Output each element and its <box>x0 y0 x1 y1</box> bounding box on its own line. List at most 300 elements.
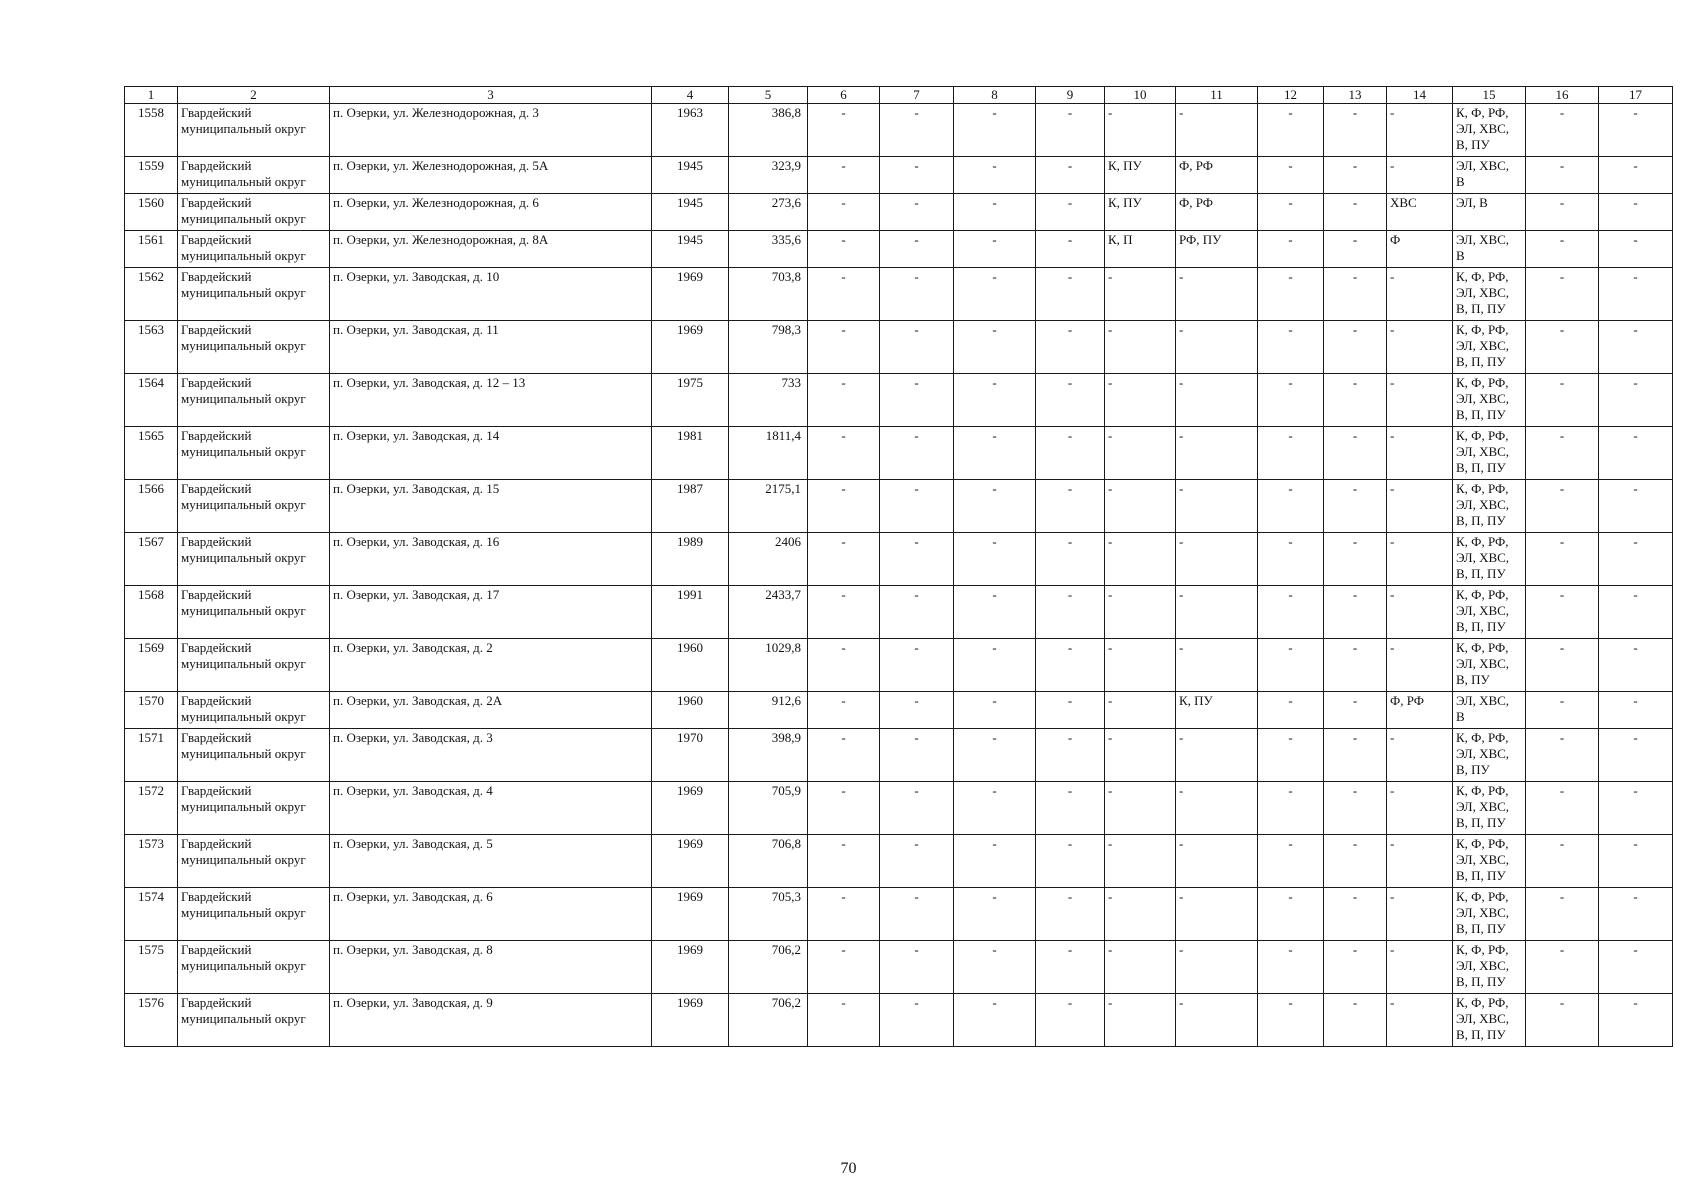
cell-district: Гвардейский муниципальный округ <box>178 374 330 427</box>
cell-col-9: - <box>1036 888 1105 941</box>
cell-col-12: - <box>1258 374 1324 427</box>
cell-record-number: 1574 <box>125 888 178 941</box>
cell-area: 2175,1 <box>729 480 808 533</box>
cell-col-6: - <box>808 157 880 194</box>
cell-col-11: Ф, РФ <box>1176 157 1258 194</box>
cell-col-6: - <box>808 374 880 427</box>
cell-col-8: - <box>954 231 1036 268</box>
cell-col-14: - <box>1387 374 1453 427</box>
cell-col-14: - <box>1387 941 1453 994</box>
cell-col-9: - <box>1036 268 1105 321</box>
cell-col-17: - <box>1599 994 1673 1047</box>
cell-col-16: - <box>1526 729 1599 782</box>
cell-area: 706,2 <box>729 941 808 994</box>
cell-col-8: - <box>954 374 1036 427</box>
cell-col-10: - <box>1105 321 1176 374</box>
cell-col-12: - <box>1258 427 1324 480</box>
cell-col-13: - <box>1324 729 1387 782</box>
cell-area: 323,9 <box>729 157 808 194</box>
cell-col-11: - <box>1176 782 1258 835</box>
cell-record-number: 1568 <box>125 586 178 639</box>
cell-col-10: - <box>1105 480 1176 533</box>
cell-col-6: - <box>808 782 880 835</box>
cell-record-number: 1560 <box>125 194 178 231</box>
cell-col-15: К, Ф, РФ, ЭЛ, ХВС, В, ПУ <box>1453 104 1526 157</box>
cell-col-6: - <box>808 994 880 1047</box>
cell-col-8: - <box>954 639 1036 692</box>
cell-build-year: 1960 <box>652 639 729 692</box>
cell-record-number: 1559 <box>125 157 178 194</box>
cell-district: Гвардейский муниципальный округ <box>178 586 330 639</box>
cell-address: п. Озерки, ул. Заводская, д. 15 <box>330 480 652 533</box>
cell-col-7: - <box>880 427 954 480</box>
cell-col-6: - <box>808 480 880 533</box>
cell-area: 1029,8 <box>729 639 808 692</box>
cell-col-13: - <box>1324 888 1387 941</box>
table-row <box>125 321 1673 374</box>
cell-col-14: - <box>1387 782 1453 835</box>
cell-address: п. Озерки, ул. Железнодорожная, д. 6 <box>330 194 652 231</box>
cell-col-6: - <box>808 268 880 321</box>
cell-address: п. Озерки, ул. Заводская, д. 17 <box>330 586 652 639</box>
cell-area: 705,9 <box>729 782 808 835</box>
cell-col-6: - <box>808 533 880 586</box>
cell-address: п. Озерки, ул. Железнодорожная, д. 3 <box>330 104 652 157</box>
cell-col-16: - <box>1526 692 1599 729</box>
cell-district: Гвардейский муниципальный округ <box>178 480 330 533</box>
cell-col-9: - <box>1036 480 1105 533</box>
cell-col-15: К, Ф, РФ, ЭЛ, ХВС, В, П, ПУ <box>1453 994 1526 1047</box>
cell-build-year: 1960 <box>652 692 729 729</box>
cell-col-16: - <box>1526 231 1599 268</box>
cell-col-12: - <box>1258 782 1324 835</box>
column-header: 16 <box>1526 87 1599 104</box>
cell-col-6: - <box>808 586 880 639</box>
cell-col-8: - <box>954 729 1036 782</box>
cell-record-number: 1563 <box>125 321 178 374</box>
cell-build-year: 1963 <box>652 104 729 157</box>
column-header: 10 <box>1105 87 1176 104</box>
table-row <box>125 194 1673 231</box>
cell-col-7: - <box>880 639 954 692</box>
cell-area: 335,6 <box>729 231 808 268</box>
cell-col-13: - <box>1324 639 1387 692</box>
cell-col-15: К, Ф, РФ, ЭЛ, ХВС, В, П, ПУ <box>1453 427 1526 480</box>
table-row <box>125 782 1673 835</box>
cell-district: Гвардейский муниципальный округ <box>178 104 330 157</box>
column-header: 1 <box>125 87 178 104</box>
table-row <box>125 941 1673 994</box>
cell-col-10: - <box>1105 994 1176 1047</box>
cell-col-16: - <box>1526 374 1599 427</box>
cell-col-13: - <box>1324 104 1387 157</box>
cell-col-6: - <box>808 321 880 374</box>
cell-address: п. Озерки, ул. Заводская, д. 3 <box>330 729 652 782</box>
cell-col-7: - <box>880 692 954 729</box>
cell-address: п. Озерки, ул. Заводская, д. 2А <box>330 692 652 729</box>
cell-col-17: - <box>1599 533 1673 586</box>
cell-build-year: 1969 <box>652 994 729 1047</box>
cell-col-13: - <box>1324 268 1387 321</box>
cell-col-8: - <box>954 835 1036 888</box>
cell-area: 2433,7 <box>729 586 808 639</box>
cell-col-8: - <box>954 268 1036 321</box>
cell-col-9: - <box>1036 782 1105 835</box>
column-header: 6 <box>808 87 880 104</box>
cell-col-12: - <box>1258 231 1324 268</box>
cell-record-number: 1564 <box>125 374 178 427</box>
cell-col-9: - <box>1036 374 1105 427</box>
cell-address: п. Озерки, ул. Заводская, д. 11 <box>330 321 652 374</box>
cell-col-12: - <box>1258 586 1324 639</box>
cell-col-8: - <box>954 194 1036 231</box>
cell-address: п. Озерки, ул. Заводская, д. 2 <box>330 639 652 692</box>
cell-col-6: - <box>808 231 880 268</box>
cell-address: п. Озерки, ул. Заводская, д. 6 <box>330 888 652 941</box>
cell-col-9: - <box>1036 639 1105 692</box>
cell-col-9: - <box>1036 104 1105 157</box>
cell-col-17: - <box>1599 268 1673 321</box>
cell-record-number: 1567 <box>125 533 178 586</box>
cell-col-14: - <box>1387 104 1453 157</box>
cell-col-8: - <box>954 782 1036 835</box>
cell-record-number: 1571 <box>125 729 178 782</box>
cell-col-17: - <box>1599 888 1673 941</box>
cell-col-9: - <box>1036 941 1105 994</box>
cell-col-15: ЭЛ, В <box>1453 194 1526 231</box>
cell-address: п. Озерки, ул. Заводская, д. 4 <box>330 782 652 835</box>
cell-col-12: - <box>1258 268 1324 321</box>
cell-col-13: - <box>1324 194 1387 231</box>
cell-area: 798,3 <box>729 321 808 374</box>
cell-build-year: 1969 <box>652 268 729 321</box>
housing-register-table <box>124 86 1673 1047</box>
cell-district: Гвардейский муниципальный округ <box>178 888 330 941</box>
cell-col-9: - <box>1036 835 1105 888</box>
cell-address: п. Озерки, ул. Заводская, д. 12 – 13 <box>330 374 652 427</box>
cell-col-11: К, ПУ <box>1176 692 1258 729</box>
cell-col-10: - <box>1105 835 1176 888</box>
cell-col-7: - <box>880 782 954 835</box>
cell-col-14: - <box>1387 994 1453 1047</box>
cell-col-8: - <box>954 941 1036 994</box>
cell-district: Гвардейский муниципальный округ <box>178 994 330 1047</box>
cell-col-10: - <box>1105 374 1176 427</box>
cell-col-15: ЭЛ, ХВС, В <box>1453 231 1526 268</box>
cell-col-17: - <box>1599 427 1673 480</box>
cell-col-16: - <box>1526 639 1599 692</box>
table-body <box>125 104 1673 1047</box>
cell-col-6: - <box>808 888 880 941</box>
cell-col-11: РФ, ПУ <box>1176 231 1258 268</box>
cell-district: Гвардейский муниципальный округ <box>178 729 330 782</box>
table-row <box>125 586 1673 639</box>
cell-col-14: - <box>1387 639 1453 692</box>
cell-col-9: - <box>1036 533 1105 586</box>
cell-col-11: - <box>1176 888 1258 941</box>
table-row <box>125 427 1673 480</box>
cell-col-9: - <box>1036 427 1105 480</box>
cell-col-10: - <box>1105 692 1176 729</box>
cell-district: Гвардейский муниципальный округ <box>178 427 330 480</box>
table-row <box>125 157 1673 194</box>
cell-col-12: - <box>1258 835 1324 888</box>
cell-record-number: 1576 <box>125 994 178 1047</box>
cell-col-16: - <box>1526 888 1599 941</box>
cell-build-year: 1969 <box>652 321 729 374</box>
cell-col-17: - <box>1599 692 1673 729</box>
table-row <box>125 835 1673 888</box>
cell-col-12: - <box>1258 639 1324 692</box>
cell-build-year: 1969 <box>652 835 729 888</box>
cell-address: п. Озерки, ул. Заводская, д. 14 <box>330 427 652 480</box>
cell-area: 912,6 <box>729 692 808 729</box>
column-header: 15 <box>1453 87 1526 104</box>
column-header: 4 <box>652 87 729 104</box>
cell-col-7: - <box>880 941 954 994</box>
cell-col-13: - <box>1324 480 1387 533</box>
cell-col-12: - <box>1258 729 1324 782</box>
cell-col-13: - <box>1324 231 1387 268</box>
cell-col-11: - <box>1176 941 1258 994</box>
cell-col-15: К, Ф, РФ, ЭЛ, ХВС, В, ПУ <box>1453 729 1526 782</box>
cell-area: 2406 <box>729 533 808 586</box>
cell-col-17: - <box>1599 586 1673 639</box>
table-row <box>125 268 1673 321</box>
column-header: 9 <box>1036 87 1105 104</box>
cell-col-16: - <box>1526 104 1599 157</box>
cell-address: п. Озерки, ул. Заводская, д. 16 <box>330 533 652 586</box>
cell-col-8: - <box>954 321 1036 374</box>
cell-col-16: - <box>1526 533 1599 586</box>
cell-col-11: - <box>1176 586 1258 639</box>
cell-build-year: 1970 <box>652 729 729 782</box>
cell-build-year: 1945 <box>652 231 729 268</box>
cell-col-15: К, Ф, РФ, ЭЛ, ХВС, В, ПУ <box>1453 639 1526 692</box>
cell-area: 706,8 <box>729 835 808 888</box>
cell-district: Гвардейский муниципальный округ <box>178 194 330 231</box>
cell-col-7: - <box>880 194 954 231</box>
cell-col-9: - <box>1036 729 1105 782</box>
cell-address: п. Озерки, ул. Заводская, д. 9 <box>330 994 652 1047</box>
cell-col-14: - <box>1387 533 1453 586</box>
cell-col-12: - <box>1258 321 1324 374</box>
cell-col-7: - <box>880 104 954 157</box>
cell-col-16: - <box>1526 782 1599 835</box>
cell-address: п. Озерки, ул. Железнодорожная, д. 5А <box>330 157 652 194</box>
cell-col-11: - <box>1176 533 1258 586</box>
cell-col-13: - <box>1324 941 1387 994</box>
cell-col-13: - <box>1324 427 1387 480</box>
cell-district: Гвардейский муниципальный округ <box>178 835 330 888</box>
cell-col-16: - <box>1526 835 1599 888</box>
cell-col-6: - <box>808 427 880 480</box>
cell-col-16: - <box>1526 268 1599 321</box>
table-row <box>125 639 1673 692</box>
cell-col-7: - <box>880 888 954 941</box>
column-number-row <box>125 87 1673 104</box>
cell-col-16: - <box>1526 194 1599 231</box>
cell-record-number: 1561 <box>125 231 178 268</box>
cell-district: Гвардейский муниципальный округ <box>178 533 330 586</box>
cell-address: п. Озерки, ул. Железнодорожная, д. 8А <box>330 231 652 268</box>
cell-record-number: 1573 <box>125 835 178 888</box>
cell-record-number: 1569 <box>125 639 178 692</box>
cell-col-14: - <box>1387 427 1453 480</box>
cell-col-14: - <box>1387 586 1453 639</box>
cell-col-12: - <box>1258 533 1324 586</box>
cell-col-10: - <box>1105 104 1176 157</box>
cell-col-10: К, ПУ <box>1105 194 1176 231</box>
cell-col-17: - <box>1599 782 1673 835</box>
cell-col-8: - <box>954 480 1036 533</box>
cell-col-7: - <box>880 994 954 1047</box>
cell-build-year: 1981 <box>652 427 729 480</box>
cell-record-number: 1566 <box>125 480 178 533</box>
cell-col-8: - <box>954 104 1036 157</box>
cell-col-17: - <box>1599 374 1673 427</box>
cell-area: 733 <box>729 374 808 427</box>
cell-col-9: - <box>1036 692 1105 729</box>
cell-col-17: - <box>1599 231 1673 268</box>
cell-build-year: 1945 <box>652 157 729 194</box>
column-header: 2 <box>178 87 330 104</box>
cell-col-16: - <box>1526 427 1599 480</box>
cell-col-8: - <box>954 692 1036 729</box>
cell-build-year: 1969 <box>652 888 729 941</box>
cell-col-14: - <box>1387 888 1453 941</box>
cell-col-16: - <box>1526 480 1599 533</box>
cell-area: 1811,4 <box>729 427 808 480</box>
cell-area: 705,3 <box>729 888 808 941</box>
cell-area: 703,8 <box>729 268 808 321</box>
table-row <box>125 729 1673 782</box>
cell-col-6: - <box>808 729 880 782</box>
cell-col-15: К, Ф, РФ, ЭЛ, ХВС, В, П, ПУ <box>1453 374 1526 427</box>
cell-col-14: - <box>1387 268 1453 321</box>
cell-col-11: - <box>1176 639 1258 692</box>
cell-col-11: - <box>1176 994 1258 1047</box>
cell-area: 273,6 <box>729 194 808 231</box>
cell-build-year: 1975 <box>652 374 729 427</box>
cell-col-7: - <box>880 321 954 374</box>
cell-col-8: - <box>954 994 1036 1047</box>
column-header: 8 <box>954 87 1036 104</box>
cell-record-number: 1575 <box>125 941 178 994</box>
cell-col-9: - <box>1036 586 1105 639</box>
cell-col-15: К, Ф, РФ, ЭЛ, ХВС, В, П, ПУ <box>1453 888 1526 941</box>
cell-col-9: - <box>1036 321 1105 374</box>
cell-col-17: - <box>1599 480 1673 533</box>
cell-col-14: Ф <box>1387 231 1453 268</box>
cell-col-11: - <box>1176 268 1258 321</box>
cell-record-number: 1572 <box>125 782 178 835</box>
cell-build-year: 1991 <box>652 586 729 639</box>
cell-district: Гвардейский муниципальный округ <box>178 268 330 321</box>
column-header: 17 <box>1599 87 1673 104</box>
cell-col-17: - <box>1599 729 1673 782</box>
cell-col-11: - <box>1176 729 1258 782</box>
cell-record-number: 1562 <box>125 268 178 321</box>
cell-col-14: - <box>1387 157 1453 194</box>
cell-col-9: - <box>1036 994 1105 1047</box>
table-row <box>125 533 1673 586</box>
cell-col-7: - <box>880 374 954 427</box>
table-row <box>125 888 1673 941</box>
cell-col-16: - <box>1526 994 1599 1047</box>
cell-col-16: - <box>1526 941 1599 994</box>
cell-col-12: - <box>1258 994 1324 1047</box>
table-row <box>125 104 1673 157</box>
cell-record-number: 1565 <box>125 427 178 480</box>
cell-col-6: - <box>808 194 880 231</box>
cell-col-13: - <box>1324 782 1387 835</box>
cell-district: Гвардейский муниципальный округ <box>178 231 330 268</box>
cell-col-7: - <box>880 586 954 639</box>
column-header: 5 <box>729 87 808 104</box>
cell-col-13: - <box>1324 157 1387 194</box>
cell-col-9: - <box>1036 157 1105 194</box>
table-row <box>125 994 1673 1047</box>
cell-col-8: - <box>954 157 1036 194</box>
cell-col-16: - <box>1526 157 1599 194</box>
cell-col-7: - <box>880 729 954 782</box>
table-row <box>125 231 1673 268</box>
cell-col-11: - <box>1176 835 1258 888</box>
cell-col-10: - <box>1105 586 1176 639</box>
cell-col-10: - <box>1105 941 1176 994</box>
cell-col-12: - <box>1258 480 1324 533</box>
cell-col-11: Ф, РФ <box>1176 194 1258 231</box>
cell-build-year: 1989 <box>652 533 729 586</box>
cell-col-14: - <box>1387 480 1453 533</box>
cell-col-8: - <box>954 586 1036 639</box>
column-header: 3 <box>330 87 652 104</box>
cell-col-12: - <box>1258 692 1324 729</box>
cell-area: 386,8 <box>729 104 808 157</box>
cell-build-year: 1987 <box>652 480 729 533</box>
cell-area: 398,9 <box>729 729 808 782</box>
cell-col-6: - <box>808 941 880 994</box>
cell-col-16: - <box>1526 586 1599 639</box>
cell-col-10: - <box>1105 639 1176 692</box>
cell-col-13: - <box>1324 321 1387 374</box>
cell-col-16: - <box>1526 321 1599 374</box>
cell-record-number: 1570 <box>125 692 178 729</box>
cell-district: Гвардейский муниципальный округ <box>178 639 330 692</box>
cell-col-13: - <box>1324 533 1387 586</box>
cell-col-13: - <box>1324 374 1387 427</box>
cell-col-10: - <box>1105 729 1176 782</box>
cell-col-10: - <box>1105 782 1176 835</box>
cell-col-7: - <box>880 480 954 533</box>
cell-col-17: - <box>1599 194 1673 231</box>
column-header: 11 <box>1176 87 1258 104</box>
cell-col-6: - <box>808 104 880 157</box>
cell-col-15: К, Ф, РФ, ЭЛ, ХВС, В, П, ПУ <box>1453 782 1526 835</box>
cell-col-17: - <box>1599 639 1673 692</box>
cell-col-7: - <box>880 157 954 194</box>
cell-col-6: - <box>808 639 880 692</box>
cell-col-17: - <box>1599 104 1673 157</box>
cell-col-7: - <box>880 835 954 888</box>
cell-col-10: К, П <box>1105 231 1176 268</box>
cell-col-6: - <box>808 692 880 729</box>
column-header: 12 <box>1258 87 1324 104</box>
table-row <box>125 480 1673 533</box>
cell-col-9: - <box>1036 194 1105 231</box>
cell-col-17: - <box>1599 321 1673 374</box>
